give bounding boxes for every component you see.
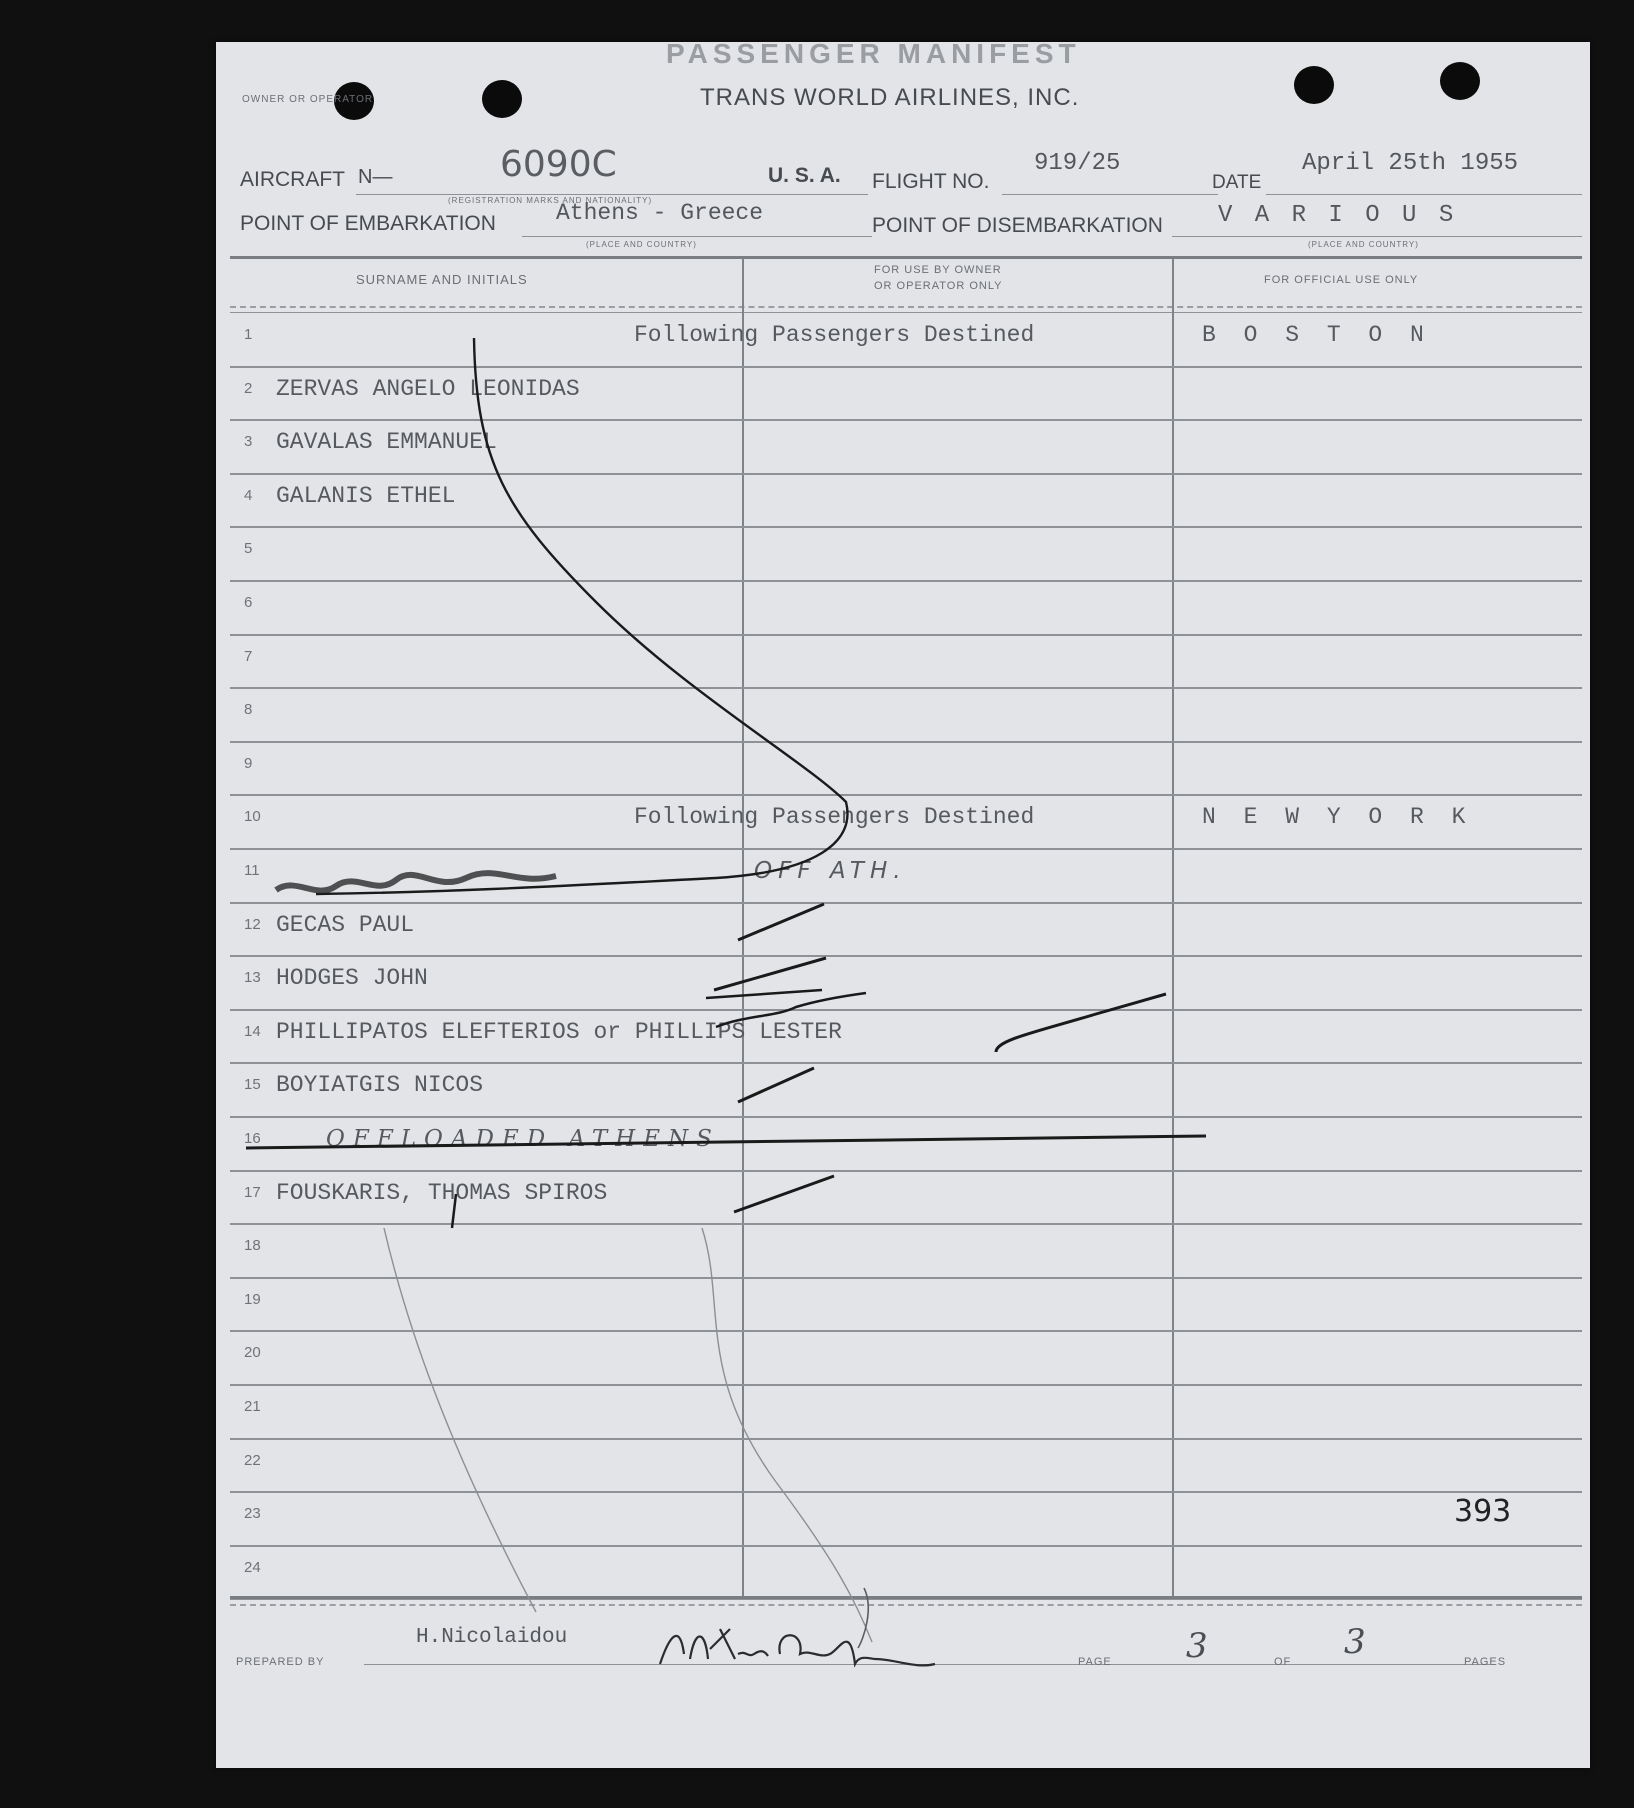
table-row: [216, 1332, 1590, 1384]
row-number: 9: [244, 754, 253, 772]
passenger-name: BOYIATGIS NICOS: [276, 1072, 484, 1099]
table-row: [216, 743, 1590, 795]
table-row: [216, 1279, 1590, 1331]
operator-note: Following Passengers Destined: [634, 322, 1035, 348]
passenger-name: GECAS PAUL: [276, 911, 415, 938]
page-label: PAGE: [1078, 1656, 1112, 1668]
passenger-name: OFFLOADED ATHENS: [326, 1126, 720, 1152]
passenger-name: ZERVAS ANGELO LEONIDAS: [276, 375, 580, 402]
row-number: 14: [244, 1022, 261, 1040]
row-number: 5: [244, 540, 253, 558]
table-row: [216, 421, 1590, 473]
table-row: [216, 957, 1590, 1009]
date-label: DATE: [1212, 172, 1262, 193]
col-official: FOR OFFICIAL USE ONLY: [1264, 274, 1419, 286]
row-number: 3: [244, 433, 253, 451]
row-number: 10: [244, 808, 261, 826]
of-value: 3: [1344, 1622, 1366, 1662]
aircraft-number: 6090C: [500, 144, 617, 185]
page-value: 3: [1186, 1626, 1208, 1666]
row-number: 12: [244, 915, 261, 933]
row-number: 15: [244, 1076, 261, 1094]
passenger-name: HODGES JOHN: [276, 965, 428, 992]
table-row: [216, 582, 1590, 634]
row-number: 11: [244, 862, 260, 879]
table-row: [216, 904, 1590, 956]
table-row: [216, 1064, 1590, 1116]
flight-number: 919/25: [1034, 150, 1121, 177]
table-row: [216, 1547, 1590, 1599]
aircraft-prefix: N—: [358, 166, 393, 188]
table-row: [216, 475, 1590, 527]
disembarkation-note: (PLACE AND COUNTRY): [1308, 240, 1419, 249]
row-number: 24: [244, 1558, 261, 1576]
col-owner-use-1: FOR USE BY OWNER: [874, 264, 1002, 276]
punch-hole: [1294, 66, 1334, 104]
table-row: [216, 1225, 1590, 1277]
stamp-number: 393: [1454, 1494, 1512, 1529]
official-note: N E W Y O R K: [1202, 804, 1473, 831]
table-row: [216, 1172, 1590, 1224]
airline-name: TRANS WORLD AIRLINES, INC.: [700, 84, 1080, 111]
operator-note: OFF ATH.: [754, 858, 907, 884]
table-row: [216, 368, 1590, 420]
passenger-name: FOUSKARIS, THOMAS SPIROS: [276, 1179, 608, 1206]
prepared-by-label: PREPARED BY: [236, 1656, 325, 1668]
table-row: [216, 1386, 1590, 1438]
row-number: 18: [244, 1237, 261, 1255]
row-number: 20: [244, 1344, 261, 1362]
row-number: 4: [244, 486, 253, 504]
row-number: 2: [244, 379, 253, 397]
row-number: 22: [244, 1451, 261, 1469]
row-number: 23: [244, 1505, 261, 1523]
col-owner-use-2: OR OPERATOR ONLY: [874, 280, 1003, 292]
row-number: 1: [244, 326, 253, 343]
official-note: B O S T O N: [1202, 322, 1431, 348]
row-number: 19: [244, 1290, 261, 1308]
table-row: [216, 1118, 1590, 1170]
row-number: 21: [244, 1398, 261, 1415]
punch-hole: [1440, 62, 1480, 100]
row-number: 8: [244, 701, 253, 719]
table-row: [216, 528, 1590, 580]
prepared-by-name: H.Nicolaidou: [416, 1626, 568, 1649]
row-number: 16: [244, 1130, 261, 1147]
table-row: [216, 636, 1590, 688]
registration-note: (REGISTRATION MARKS AND NATIONALITY): [448, 196, 653, 205]
row-number: 6: [244, 594, 253, 611]
manifest-sheet: [216, 38, 1590, 1768]
table-row: [216, 1440, 1590, 1492]
row-number: 17: [244, 1183, 261, 1201]
table-row: [216, 1011, 1590, 1063]
embarkation-note: (PLACE AND COUNTRY): [586, 240, 697, 249]
table-row: [216, 689, 1590, 741]
row-number: 7: [244, 647, 253, 665]
table-row: [216, 314, 1590, 366]
manifest-title: PASSENGER MANIFEST: [666, 38, 1081, 69]
embarkation-label: POINT OF EMBARKATION: [240, 212, 496, 235]
pages-label: PAGES: [1464, 1656, 1507, 1668]
flight-label: FLIGHT NO.: [872, 170, 990, 193]
punch-hole: [482, 80, 522, 118]
operator-note: Following Passengers Destined: [634, 804, 1035, 831]
table-row: [216, 850, 1590, 902]
table-row: [216, 1493, 1590, 1545]
disembarkation-value: V A R I O U S: [1218, 202, 1458, 229]
col-surname: SURNAME AND INITIALS: [356, 272, 528, 287]
table-row: [216, 796, 1590, 848]
aircraft-label: AIRCRAFT: [240, 168, 345, 191]
row-number: 13: [244, 969, 261, 987]
preparer-signature: [650, 1614, 940, 1678]
usa-label: U. S. A.: [768, 164, 841, 187]
passenger-name: GAVALAS EMMANUEL: [276, 429, 497, 456]
date-value: April 25th 1955: [1302, 150, 1519, 177]
disembarkation-label: POINT OF DISEMBARKATION: [872, 214, 1163, 237]
owner-label: OWNER OR OPERATOR: [242, 94, 374, 105]
passenger-name: PHILLIPATOS ELEFTERIOS or PHILLIPS LESTER: [276, 1018, 842, 1045]
embarkation-value: Athens - Greece: [556, 200, 764, 226]
passenger-name: GALANIS ETHEL: [276, 482, 456, 509]
of-label: OF: [1274, 1656, 1292, 1668]
